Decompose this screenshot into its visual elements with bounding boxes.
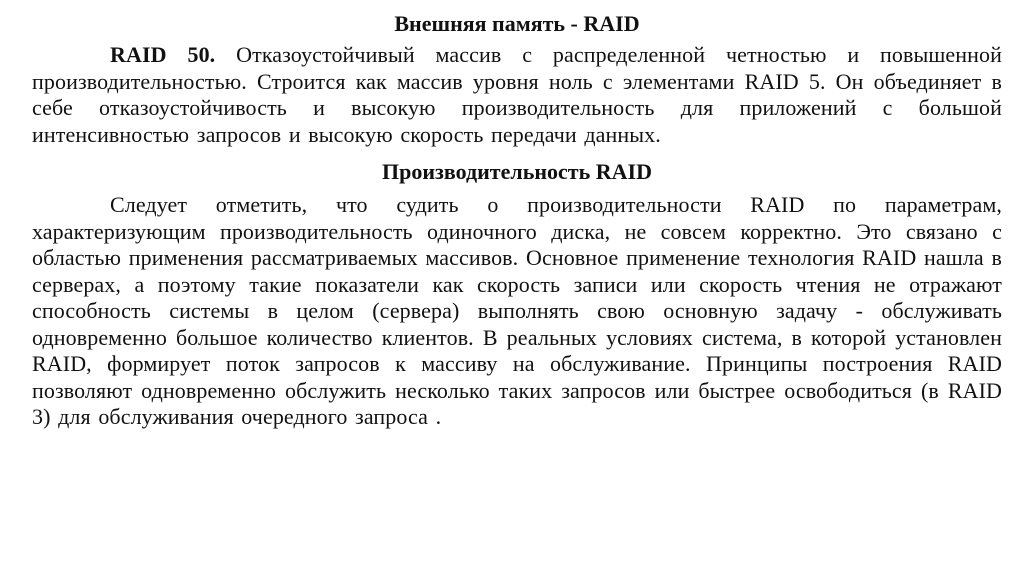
page-title: Внешняя память - RAID bbox=[394, 11, 640, 36]
raid50-paragraph bbox=[32, 42, 1002, 148]
performance-paragraph: Следует отметить, что судить о производительности RAID по параметрам, характеризующим производительность одиночного диска, не совсем корректно. Это связано с областью применения рассматриваемых массивов. Основное применение технология RAID нашла в серверах, а поэтому такие показатели как скорость записи или скорость чтения не отражают способность системы в целом (сервера) выполнять свою основную задачу - обслуживать одновременно большое количество клиентов. В реальных условиях система, в которой установлен RAID, формирует поток запросов к массиву на обслуживание. Принципы построения RAID позволяют одновременно обслужить несколько таких запросов или быстрее освободиться (в RAID 3) для обслуживания очередного запроса . bbox=[32, 192, 1002, 429]
section-heading: Производительность RAID bbox=[382, 159, 652, 184]
raid50-lead: RAID 50. bbox=[110, 42, 216, 67]
raid50-text: Отказоустойчивый массив с распределенной четностью и повышенной производительностью. Строится как массив уровня ноль с элементами RAID 5. Он объединяет в себе отказоустойчивость и высокую производительность для приложений с большой интенсивностью запросов и высокую скорость передачи данных. bbox=[32, 42, 1003, 147]
